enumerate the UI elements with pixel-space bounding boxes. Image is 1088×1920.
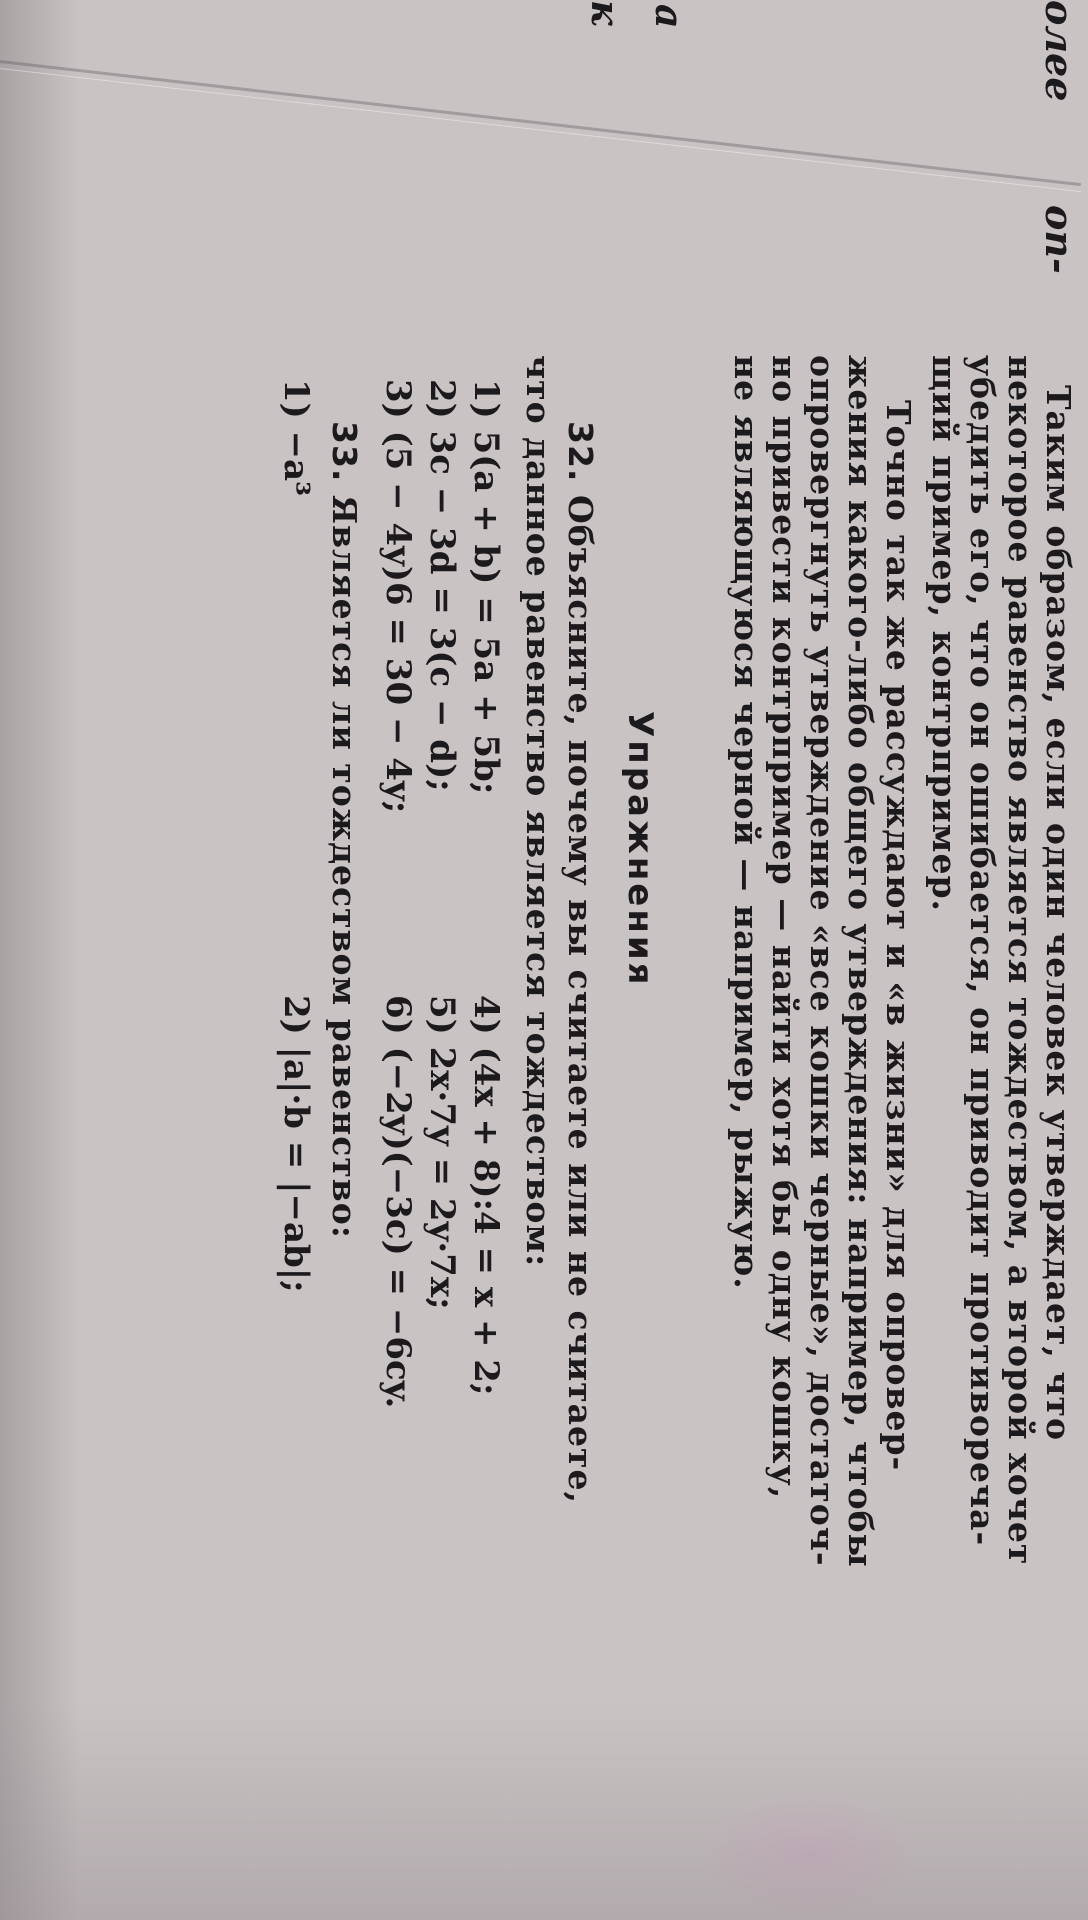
- intro-line: щий пример, контрпример.: [925, 355, 964, 913]
- section-title: Упражнения: [620, 711, 660, 988]
- exercise-item: 1) −a³: [276, 379, 316, 496]
- intro-line: убедить его, что он ошибается, он приводит противореча-: [963, 355, 1002, 1547]
- paragraph-line: но привести контрпример — найти хотя бы одну кошку,: [765, 355, 804, 1500]
- exercise-text: Является ли тождеством равенство:: [325, 494, 364, 1239]
- exercise-33-prompt: [325, 421, 364, 1239]
- prev-page-fragment: к: [583, 0, 628, 26]
- exercise-32-prompt: [561, 421, 600, 1504]
- exercise-number: 32.: [561, 421, 600, 483]
- exercise-item: 3) (5 − 4y)6 = 30 − 4y;: [378, 379, 418, 814]
- paragraph-line: не являющуюся черной — например, рыжую.: [727, 355, 766, 1290]
- exercise-32-prompt-cont: что данное равенство является тождеством:: [519, 355, 558, 1268]
- exercise-item: 5) 2x·7y = 2y·7x;: [422, 995, 462, 1310]
- paragraph-line: жения какого-либо общего утверждения: например, чтобы: [841, 355, 880, 1568]
- exercise-text: Объясните, почему вы считаете или не считаете,: [561, 494, 600, 1504]
- exercise-item: 1) 5(a + b) = 5a + 5b;: [466, 379, 506, 795]
- textbook-page: [28, 355, 1078, 1855]
- prev-page-fragment: оп-: [1037, 205, 1082, 274]
- prev-page-fragment: а: [647, 4, 692, 29]
- exercise-item: 2) |a|·b = |−ab|;: [276, 995, 316, 1293]
- exercise-number: 33.: [325, 421, 364, 483]
- exercise-item: 6) (−2y)(−3c) = −6cy.: [378, 995, 418, 1409]
- prev-page-fragment: олее: [1037, 0, 1082, 102]
- exercise-item: 4) (4x + 8):4 = x + 2;: [466, 995, 506, 1396]
- intro-line: Таким образом, если один человек утверждает, что: [1039, 385, 1078, 1442]
- exercise-item: 2) 3c − 3d = 3(c − d);: [422, 379, 462, 792]
- paragraph-line: Точно так же рассуждают и «в жизни» для опровер-: [879, 400, 918, 1472]
- paper-fold-highlight: [0, 68, 1081, 192]
- paragraph-line: опровергнуть утверждение «все кошки черные», достаточ-: [803, 355, 842, 1567]
- bottom-shadow: [0, 1700, 1088, 1920]
- intro-line: некоторое равенство является тождеством, а второй хочет: [1001, 355, 1040, 1566]
- paper-fold: [0, 60, 1081, 186]
